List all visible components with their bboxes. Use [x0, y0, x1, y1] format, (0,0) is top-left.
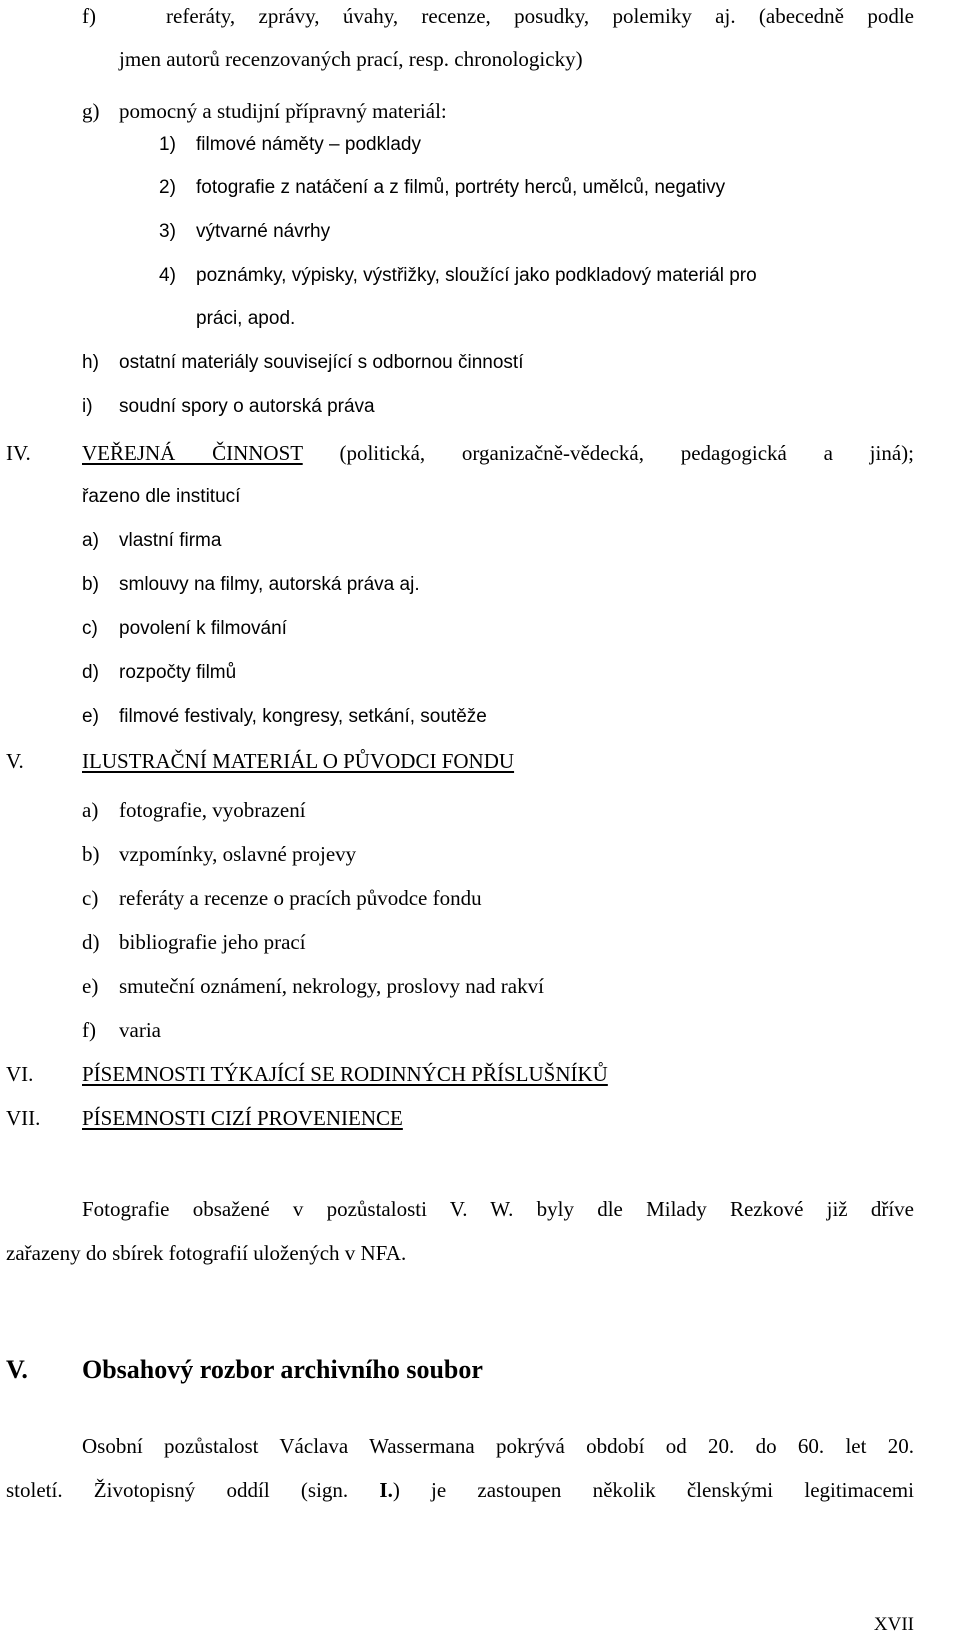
item-marker: c) — [82, 886, 99, 910]
item-marker: 4) — [159, 265, 176, 286]
section-vi-title-text: PÍSEMNOSTI TÝKAJÍCÍ SE RODINNÝCH PŘÍSLUŠNÍKŮ — [82, 1062, 608, 1086]
list-item-g — [82, 98, 447, 124]
section-iv-item — [82, 660, 236, 686]
sub-item-4-continuation: práci, apod. — [196, 308, 296, 329]
item-marker: i) — [82, 396, 93, 417]
section-vii-title-text: PÍSEMNOSTI CIZÍ PROVENIENCE — [82, 1106, 403, 1130]
section-v-item — [82, 973, 544, 999]
item-marker: d) — [82, 930, 100, 954]
item-text: fotografie, vyobrazení — [119, 798, 306, 822]
sub-item-1 — [159, 132, 421, 158]
section-iv-item — [82, 528, 221, 554]
item-marker: 1) — [159, 134, 176, 155]
sub-item-2 — [159, 175, 725, 201]
item-text: filmové náměty – podklady — [196, 134, 421, 155]
item-text: fotografie z natáčení a z filmů, portréty herců, umělců, negativy — [196, 177, 726, 198]
item-text: varia — [119, 1018, 161, 1042]
item-marker: f) — [82, 4, 96, 28]
signature-ref: I. — [379, 1478, 393, 1502]
item-marker: d) — [82, 662, 99, 683]
item-marker: g) — [82, 99, 100, 123]
section-v-item — [82, 885, 482, 911]
sub-item-4 — [159, 263, 757, 289]
note-line-2: zařazeny do sbírek fotografií uložených v NFA. — [6, 1241, 407, 1265]
item-marker: e) — [82, 974, 99, 998]
item-marker: h) — [82, 352, 99, 373]
list-item-f-continuation: jmen autorů recenzovaných prací, resp. chronologicky) — [119, 47, 583, 71]
section-v-title — [82, 748, 514, 774]
chapter-numeral: V. — [6, 1355, 28, 1384]
section-iv-heading — [82, 440, 914, 466]
item-marker: c) — [82, 618, 98, 639]
section-v-numeral: V. — [6, 749, 24, 773]
item-marker: b) — [82, 842, 100, 866]
chapter-title: Obsahový rozbor archivního soubor — [82, 1355, 483, 1384]
item-marker: a) — [82, 798, 99, 822]
section-iv-description: (politická, organizačně-vědecká, pedagogická a jiná); — [302, 441, 914, 465]
list-item-i — [82, 394, 375, 420]
item-text: výtvarné návrhy — [196, 221, 331, 242]
item-marker: 3) — [159, 221, 176, 242]
note-line-1: Fotografie obsažené v pozůstalosti V. W. byly dle Milady Rezkové již dříve — [82, 1197, 914, 1221]
body-line-1: Osobní pozůstalost Václava Wassermana pokrývá období od 20. do 60. let 20. — [82, 1434, 914, 1458]
section-iv-item — [82, 704, 487, 730]
list-item-h — [82, 350, 523, 376]
item-text: smuteční oznámení, nekrology, proslovy nad rakví — [119, 974, 544, 998]
section-v-title-text: ILUSTRAČNÍ MATERIÁL O PŮVODCI FONDU — [82, 749, 515, 773]
item-text: referáty, zprávy, úvahy, recenze, posudky, polemiky aj. (abecedně podle — [166, 4, 914, 28]
item-text: ostatní materiály související s odbornou činností — [119, 352, 524, 373]
body-line-2-end: ) je zastoupen několik členskými legitimacemi — [392, 1478, 914, 1502]
sub-item-3 — [159, 219, 330, 245]
section-vi-title — [82, 1061, 608, 1087]
section-v-item — [82, 1017, 161, 1043]
item-text: referáty a recenze o pracích původce fondu — [119, 886, 482, 910]
item-text: rozpočty filmů — [119, 662, 237, 683]
section-iv-title: VEŘEJNÁ ČINNOST — [82, 441, 303, 465]
section-v-item — [82, 929, 306, 955]
body-line-2-start: století. Životopisný oddíl (sign. — [6, 1478, 380, 1502]
item-text: poznámky, výpisky, výstřižky, sloužící jako podkladový materiál pro — [196, 265, 757, 286]
section-iv-numeral: IV. — [6, 441, 31, 465]
section-iv-item — [82, 572, 420, 598]
section-vii-numeral: VII. — [6, 1106, 41, 1130]
item-marker: e) — [82, 706, 99, 727]
item-text: smlouvy na filmy, autorská práva aj. — [119, 574, 420, 595]
page-number: XVII — [873, 1614, 914, 1635]
section-iv-item — [82, 616, 287, 642]
item-marker: b) — [82, 574, 99, 595]
item-marker: a) — [82, 530, 99, 551]
section-vi-numeral: VI. — [6, 1062, 34, 1086]
item-text: vlastní firma — [119, 530, 222, 551]
body-line-2 — [6, 1477, 914, 1503]
item-text: filmové festivaly, kongresy, setkání, soutěže — [119, 706, 487, 727]
section-iv-subtitle: řazeno dle institucí — [82, 486, 241, 507]
item-text: pomocný a studijní přípravný materiál: — [119, 99, 447, 123]
item-text: soudní spory o autorská práva — [119, 396, 375, 417]
section-v-item — [82, 797, 306, 823]
list-item-f — [82, 3, 914, 29]
item-marker: 2) — [159, 177, 176, 198]
item-marker: f) — [82, 1018, 96, 1042]
item-text: vzpomínky, oslavné projevy — [119, 842, 357, 866]
section-v-item — [82, 841, 356, 867]
section-vii-title — [82, 1105, 403, 1131]
item-text: povolení k filmování — [119, 618, 287, 639]
item-text: bibliografie jeho prací — [119, 930, 306, 954]
